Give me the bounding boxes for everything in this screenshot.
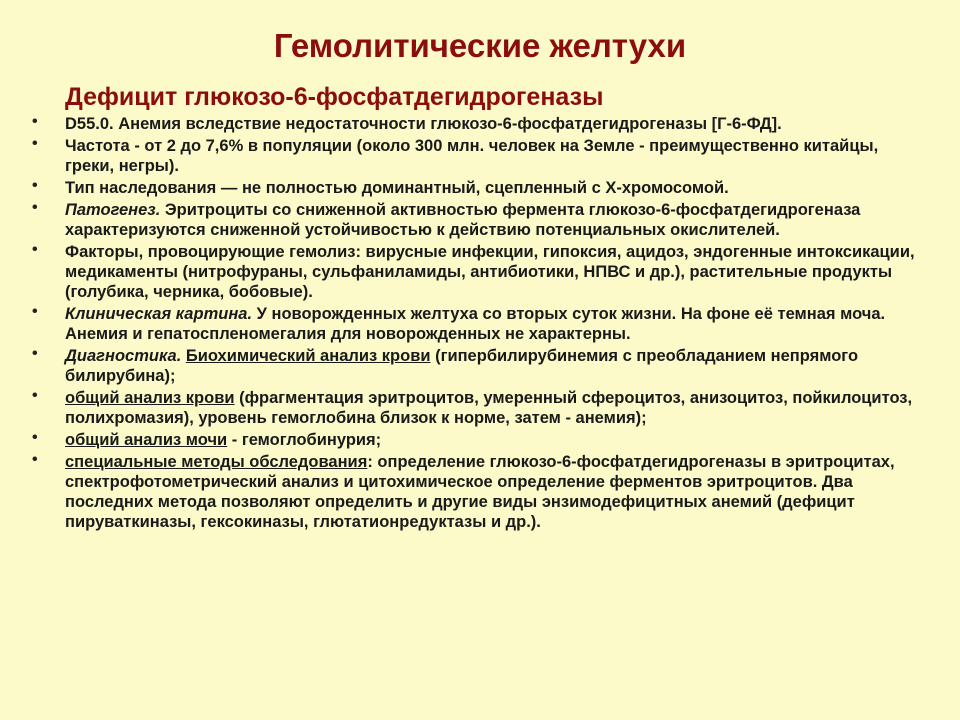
list-item (30, 452, 930, 532)
list-item (30, 242, 930, 302)
list-item (30, 388, 930, 428)
item-text: Эритроциты со сниженной активностью фермента глюкозо-6-фосфатдегидрогеназа характеризуются сниженной устойчивостью к действию потенциальных окислителей. (65, 201, 861, 239)
bullet-icon: • (32, 345, 38, 362)
list-item (30, 346, 930, 386)
bullet-icon: • (32, 451, 38, 468)
list-item (30, 114, 930, 134)
item-underlined-term: Биохимический анализ крови (185, 347, 431, 365)
list-item (30, 136, 930, 176)
item-text: (гипербилирубинемия с преобладанием непрямого билирубина); (65, 347, 859, 385)
item-lead: Диагностика. (65, 347, 182, 365)
item-underlined-term: общий анализ мочи (65, 431, 228, 449)
bullet-icon: • (32, 241, 38, 258)
bullet-icon: • (32, 177, 38, 194)
item-text: (фрагментация эритроцитов, умеренный сфероцитоз, анизоцитоз, пойкилоцитоз, полихромазия), уровень гемоглобина близок к норме, затем - анемия); (65, 389, 913, 427)
bullet-list (30, 112, 930, 532)
item-text: Факторы, провоцирующие гемолиз: вирусные инфекции, гипоксия, ацидоз, эндогенные интоксикации, медикаменты (нитрофураны, сульфаниламиды, антибиотики, НПВС и др.), растительные продукты (голубика, черника, бобовые). (65, 243, 915, 301)
slide-title: Гемолитические желтухи (273, 27, 687, 64)
item-text: : определение глюкозо-6-фосфатдегидрогеназы в эритроцитах, спектрофотометрический анализ и цитохимическое определение ферментов эритроцитов. Два последних метода позволяют определить и другие виды энзимодефицитных анемий (дефицит пируваткиназы, гексокиназы, глютатионредуктазы и др.). (65, 453, 895, 531)
item-text: Тип наследования — не полностью доминантный, сцепленный с Х-хромосомой. (65, 179, 729, 197)
list-item (30, 304, 930, 344)
item-text: D55.0. Анемия вследствие недостаточности глюкозо-6-фосфатдегидрогеназы [Г-6-ФД]. (65, 115, 782, 133)
item-text: Частота - от 2 до 7,6% в популяции (около 300 млн. человек на Земле - преимущественно китайцы, греки, негры). (65, 137, 879, 175)
item-lead: Клиническая картина. (65, 305, 253, 323)
bullet-icon: • (32, 429, 38, 446)
bullet-icon: • (32, 199, 38, 216)
item-underlined-term: специальные методы обследования (65, 453, 368, 471)
bullet-icon: • (32, 113, 38, 130)
list-item (30, 178, 930, 198)
item-lead: Патогенез. (65, 201, 161, 219)
list-item (30, 430, 930, 450)
item-text: - гемоглобинурия; (227, 431, 382, 449)
item-text: У новорожденных желтуха со вторых суток жизни. На фоне её темная моча. Анемия и гепатоспленомегалия для новорожденных не характерны. (65, 305, 886, 343)
slide-subtitle: Дефицит глюкозо-6-фосфатдегидрогеназы (65, 83, 604, 111)
bullet-icon: • (32, 303, 38, 320)
bullet-icon: • (32, 135, 38, 152)
bullet-icon: • (32, 387, 38, 404)
list-item (30, 200, 930, 240)
item-underlined-term: общий анализ крови (65, 389, 235, 407)
